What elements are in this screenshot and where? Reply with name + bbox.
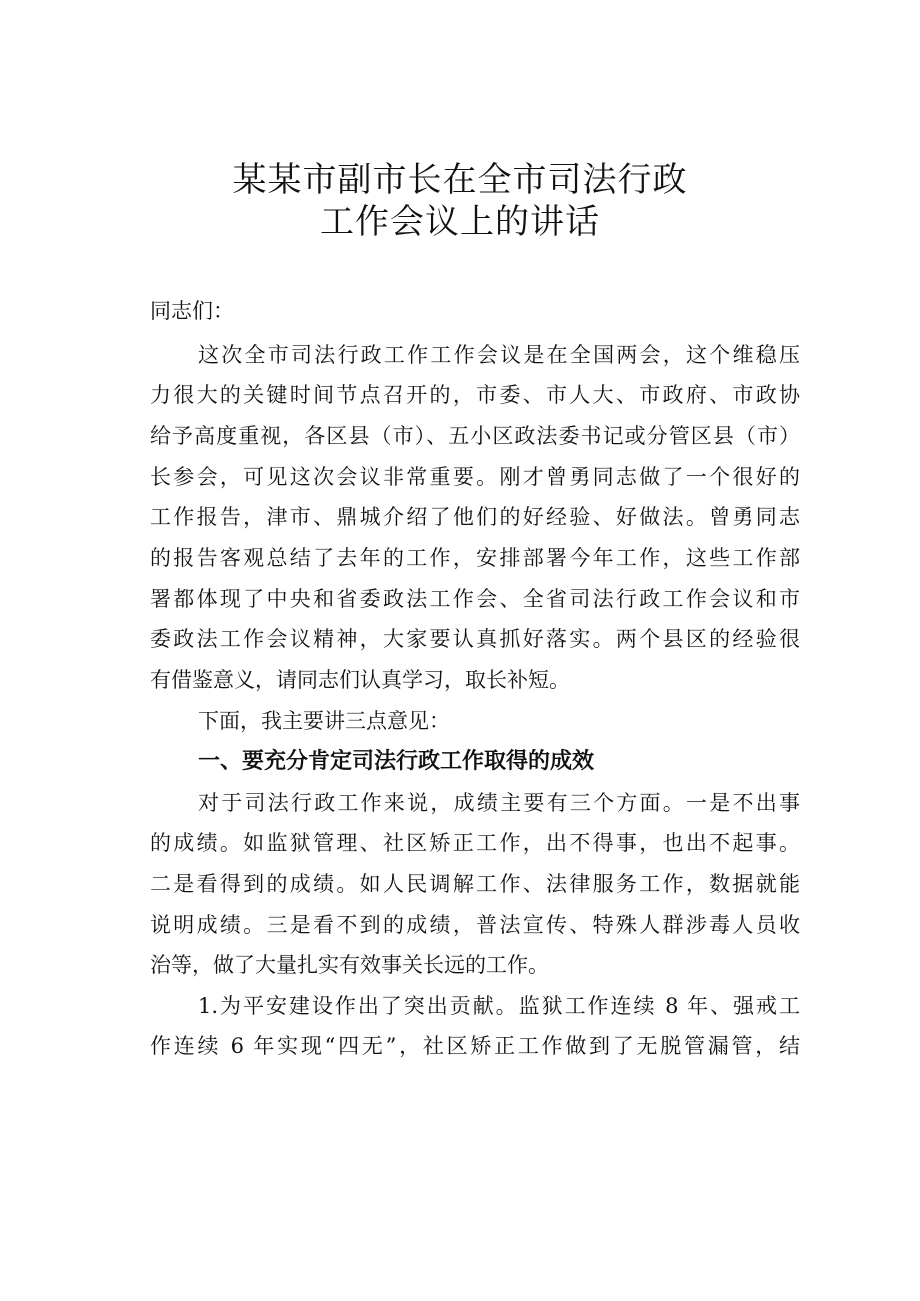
paragraph-line: 下面，我主要讲三点意见： [198, 709, 450, 733]
document-title-line-1: 某某市副市长在全市司法行政 [232, 160, 688, 200]
section-heading: 一、要充分肯定司法行政工作取得的成效 [198, 749, 595, 774]
paragraph-line: 这次全市司法行政工作工作会议是在全国两会，这个维稳压 [198, 343, 800, 367]
paragraph-line: 作连续 6 年实现“四无”，社区矫正工作做到了无脱管漏管，结 [150, 1034, 800, 1058]
paragraph-line: 署都体现了中央和省委政法工作会、全省司法行政工作会议和市 [150, 587, 800, 611]
paragraph-line: 二是看得到的成绩。如人民调解工作、法律服务工作，数据就能 [150, 872, 800, 896]
document-title-line-2: 工作会议上的讲话 [320, 202, 600, 242]
paragraph-line: 给予高度重视，各区县（市）、五小区政法委书记或分管区县（市） [150, 424, 800, 448]
salutation: 同志们： [150, 299, 234, 323]
paragraph-line: 力很大的关键时间节点召开的，市委、市人大、市政府、市政协 [150, 383, 800, 407]
paragraph-line: 1.为平安建设作出了突出贡献。监狱工作连续 8 年、强戒工 [198, 994, 800, 1018]
paragraph-line: 对于司法行政工作来说，成绩主要有三个方面。一是不出事 [198, 791, 800, 815]
paragraph-line: 的成绩。如监狱管理、社区矫正工作，出不得事，也出不起事。 [150, 831, 800, 855]
paragraph-line: 有借鉴意义，请同志们认真学习，取长补短。 [150, 668, 570, 692]
paragraph-line: 委政法工作会议精神，大家要认真抓好落实。两个县区的经验很 [150, 627, 800, 651]
paragraph-line: 长参会，可见这次会议非常重要。刚才曾勇同志做了一个很好的 [150, 465, 800, 489]
paragraph-line: 说明成绩。三是看不到的成绩，普法宣传、特殊人群涉毒人员收 [150, 913, 800, 937]
paragraph-line: 的报告客观总结了去年的工作，安排部署今年工作，这些工作部 [150, 546, 800, 570]
paragraph-line: 治等，做了大量扎实有效事关长远的工作。 [150, 953, 549, 977]
paragraph-line: 工作报告，津市、鼎城介绍了他们的好经验、好做法。曾勇同志 [150, 505, 800, 529]
